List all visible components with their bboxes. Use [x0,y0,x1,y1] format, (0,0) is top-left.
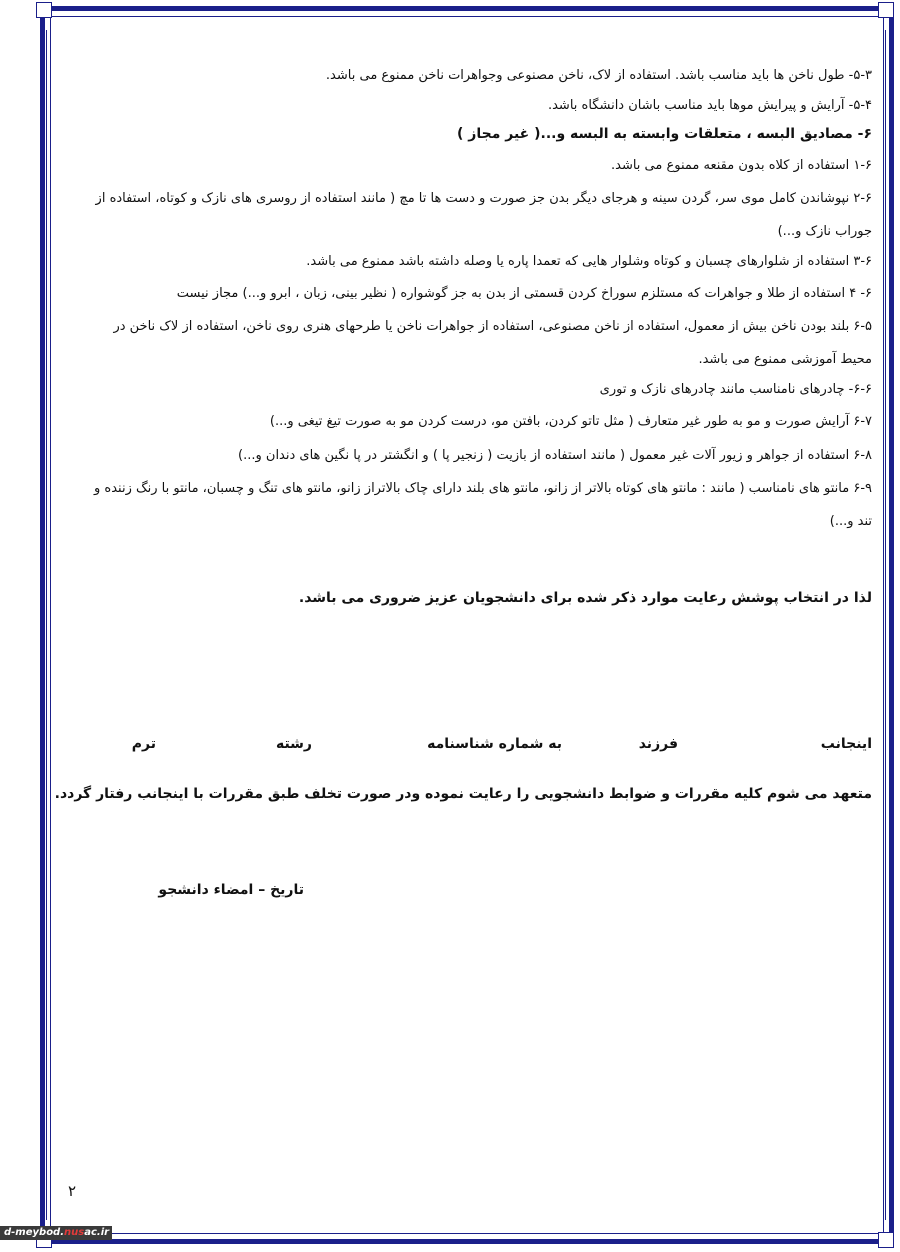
border-corner-bottom-right [878,1232,894,1248]
rule-6-9: ۶-۹ مانتو های نامناسب ( مانند : مانتو های کوتاه بالاتر از زانو، مانتو های بلند دارای چاک بالاتراز زانو، مانتو های تنگ و چسبان، مانتو با رنگ زننده و تند و...) [94,481,872,529]
page-number: ۲ [68,1182,77,1200]
rule-6-6: ۶-۶- چادرهای نامناسب مانند چادرهای نازک و توری [599,382,872,397]
rule-5-3: ۵-۳- طول ناخن ها باید مناسب باشد. استفاده از لاک، ناخن مصنوعی وجواهرات ناخن ممنوع می باشد. [325,68,872,83]
rule-6-8: ۶-۸ استفاده از جواهر و زیور آلات غیر معمول ( مانند استفاده از بازیت ( زنجیر پا ) و انگشتر در پا نگین های دندان و...) [238,448,872,463]
rule-6-1: ۱-۶ استفاده از کلاه بدون مقنعه ممنوع می باشد. [611,158,872,173]
pledge-label-field: رشته [275,736,312,752]
rule-6-7: ۶-۷ آرایش صورت و مو به طور غیر متعارف ( مثل تاتو کردن، بافتن مو، درست کردن مو به صورت تیغ تیغی و...) [269,414,872,429]
rule-5-4: ۵-۴- آرایش و پیرایش موها باید مناسب باشان دانشگاه باشد. [547,98,872,113]
border-corner-top-right [878,2,894,18]
section-6-heading: ۶- مصادیق البسه ، متعلقات وابسته به البسه و...( غیر مجاز ) [457,126,872,142]
pledge-label-i: اینجانب [820,736,872,752]
border-corner-top-left [36,2,52,18]
rule-6-5: ۶-۵ بلند بودن ناخن بیش از معمول، استفاده از ناخن مصنوعی، استفاده از جواهرات ناخن یا طرحهای هنری روی ناخن، استفاده از لاک ناخن در محیط آموزشی ممنوع می باشد. [113,319,872,367]
pledge-label-child: فرزند [638,736,678,752]
rule-6-3: ۳-۶ استفاده از شلوارهای چسبان و کوتاه وشلوار هایی که تعمدا پاره یا وصله داشته باشد ممنوع می باشد. [306,254,872,269]
site-watermark [0,1226,112,1240]
watermark-part-b: nus [64,1227,85,1238]
page-border-stripe-left [46,30,51,1220]
watermark-part-c: ac.ir [84,1227,110,1238]
rule-6-4: ۶- ۴ استفاده از طلا و جواهرات که مستلزم سوراخ کردن قسمتی از بدن به جز گوشواره ( نظیر بینی، زبان ، ابرو و...) مجاز نیست [176,286,872,301]
watermark-part-a: d-meybod. [4,1227,65,1238]
pledge-commitment: متعهد می شوم کلیه مقررات و ضوابط دانشجویی را رعایت نموده ودر صورت تخلف طبق مقررات با اینجانب رفتار گردد. [54,786,872,802]
page-border-stripe-right [885,30,890,1220]
rule-6-2: ۲-۶ نپوشاندن کامل موی سر، گردن سینه و هرجای دیگر بدن جز صورت و دست ها تا مچ ( مانند استفاده از روسری های نازک و کوتاه، استفاده از جوراب نازک و...) [95,191,872,239]
pledge-label-term: ترم [131,736,156,752]
pledge-label-id: به شماره شناسنامه [427,736,562,752]
conclusion-text: لذا در انتخاب پوشش رعایت موارد ذکر شده برای دانشجویان عزیز ضروری می باشد. [298,590,872,606]
signature-date-label: تاریخ – امضاء دانشجو [158,882,304,898]
